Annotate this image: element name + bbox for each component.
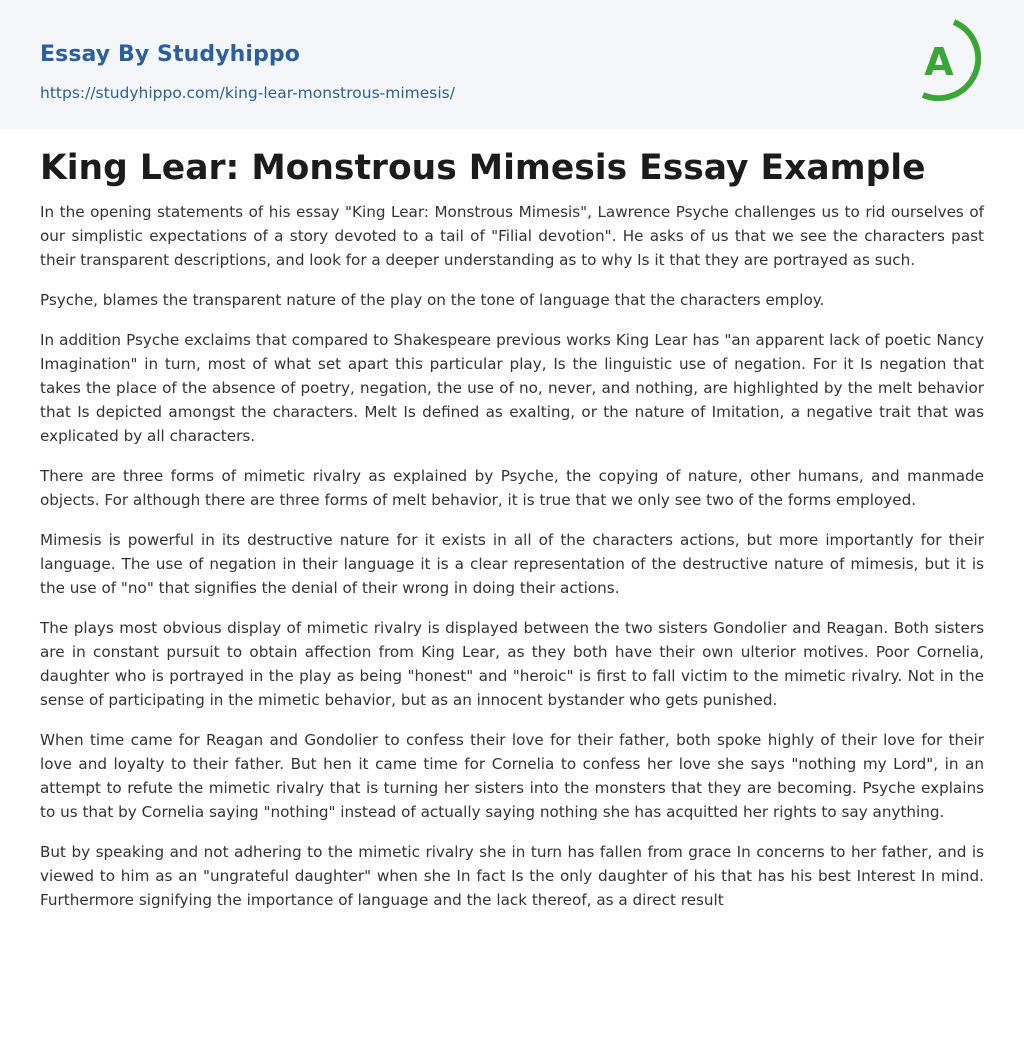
essay-paragraph: In addition Psyche exclaims that compared to Shakespeare previous works King Lear has "an apparent lack of poetic Nancy Imagination" in turn, most of what set apart this particular play, Is the linguistic use of negation. For it Is negation that takes the place of the absence of poetry, negation, the use of no, never, and nothing, are highlighted by the melt behavior that Is depicted amongst the characters. Melt Is defined as exalting, or the nature of Imitation, a negative trait that was explicated by all characters.	[40, 331, 984, 445]
essay-paragraph: Mimesis is powerful in its destructive nature for it exists in all of the characters actions, but more importantly for their language. The use of negation in their language it is a clear representation of the destructive nature of mimesis, but it is the use of "no" that signifies the denial of their wrong in doing their actions.	[40, 531, 984, 597]
essay-paragraph: There are three forms of mimetic rivalry as explained by Psyche, the copying of nature, other humans, and manmade objects. For although there are three forms of melt behavior, it is true that we only see two of the forms employed.	[40, 467, 984, 509]
site-header	[0, 0, 1024, 129]
essay-paragraph: But by speaking and not adhering to the mimetic rivalry she in turn has fallen from grace In concerns to her father, and is viewed to him as an "ungrateful daughter" when she In fact Is the only daughter of his that has his best Interest In mind. Furthermore signifying the importance of language and the lack thereof, as a direct result	[40, 843, 984, 909]
brand-title[interactable]: Essay By Studyhippo	[40, 42, 300, 67]
page-title: King Lear: Monstrous Mimesis Essay Example	[40, 148, 926, 188]
essay-paragraph: The plays most obvious display of mimetic rivalry is displayed between the two sisters Gondolier and Reagan. Both sisters are in constant pursuit to obtain affection from King Lear, as they both have their own ulterior motives. Poor Cornelia, daughter who is portrayed in the play as being "honest" and "heroic" is first to fall victim to the mimetic rivalry. Not in the sense of participating in the mimetic behavior, but as an innocent bystander who gets punished.	[40, 619, 984, 709]
page-url-link[interactable]: https://studyhippo.com/king-lear-monstrous-mimesis/	[40, 84, 455, 102]
studyhippo-logo-icon[interactable]	[913, 19, 985, 105]
essay-body	[40, 200, 984, 928]
essay-paragraph: In the opening statements of his essay "King Lear: Monstrous Mimesis", Lawrence Psyche challenges us to rid ourselves of our simplistic expectations of a story devoted to a tail of "Filial devotion". He asks of us that we see the characters past their transparent descriptions, and look for a deeper understanding as to why Is it that they are portrayed as such.	[40, 203, 984, 269]
logo-letter: A	[924, 40, 954, 84]
essay-paragraph: Psyche, blames the transparent nature of the play on the tone of language that the characters employ.	[40, 291, 825, 309]
essay-paragraph: When time came for Reagan and Gondolier to confess their love for their father, both spoke highly of their love for their love and loyalty to their father. But hen it came time for Cornelia to confess her love she says "nothing my Lord", in an attempt to refute the mimetic rivalry that is turning her sisters into the monsters that they are becoming. Psyche explains to us that by Cornelia saying "nothing" instead of actually saying nothing she has acquitted her rights to say anything.	[40, 731, 984, 821]
